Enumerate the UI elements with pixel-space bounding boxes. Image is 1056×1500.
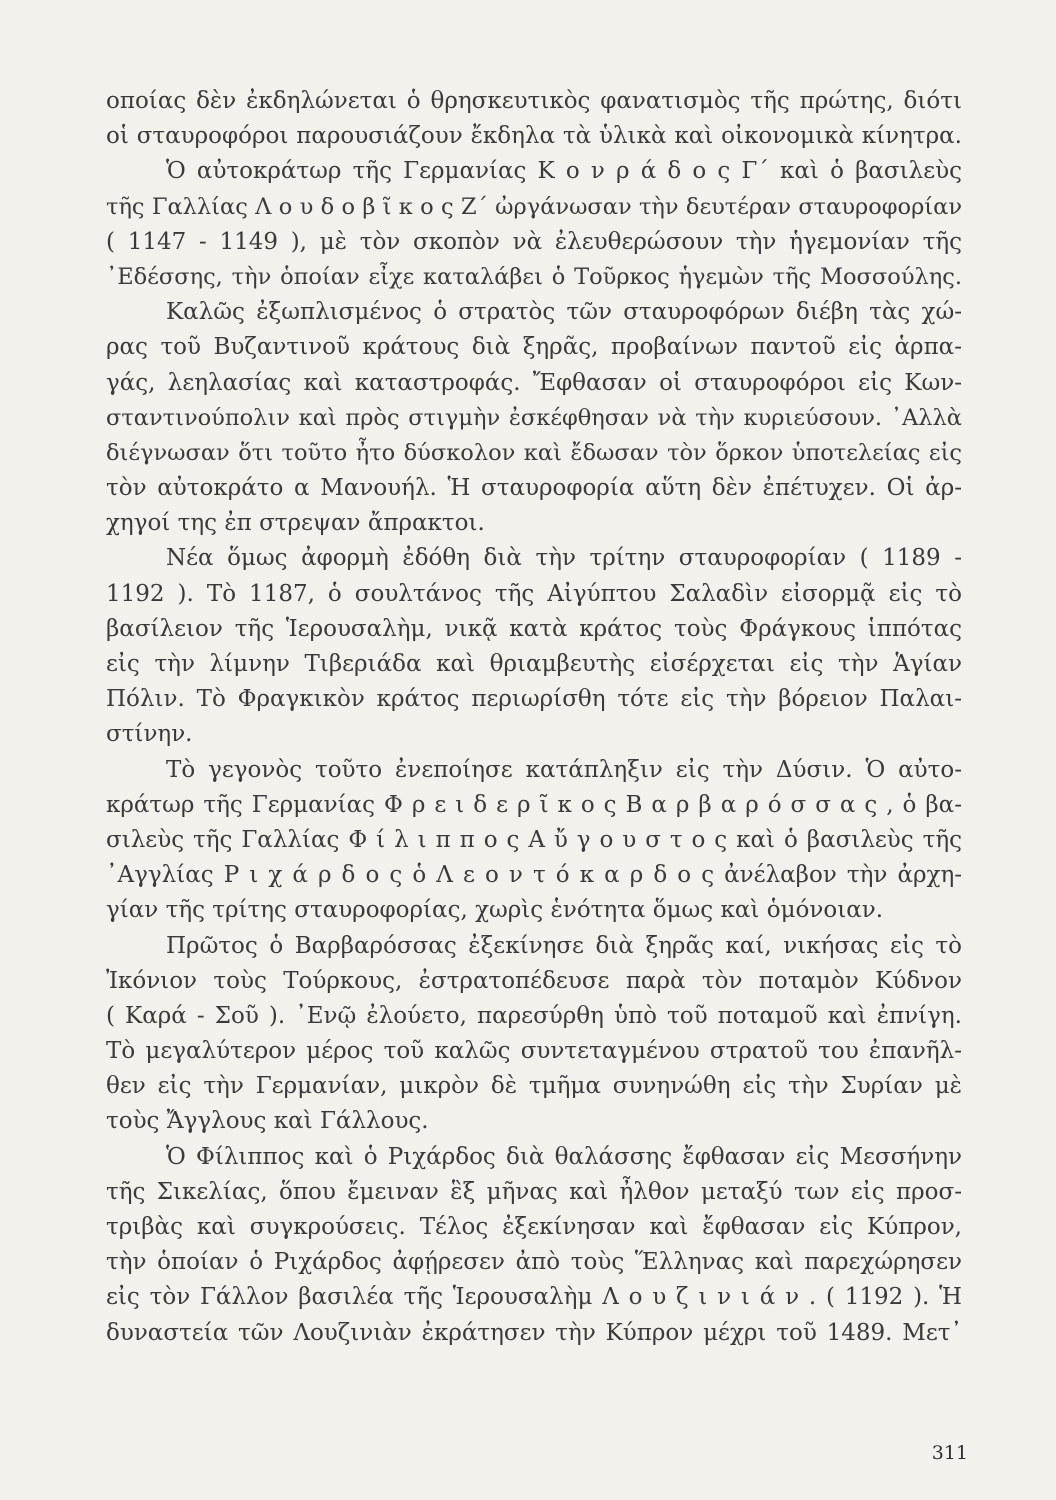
text-line: ᾿Αγγλίας Ρ ι χ ά ρ δ ο ς ὁ Λ ε ο ν τ ό κ α ρ δ ο ς ἀνέλαβον τὴν ἀρχη- xyxy=(106,862,962,889)
text-line: χηγοί της ἐπ ‍στρεψαν ἄπρακτοι. xyxy=(106,510,485,537)
text-line: τῆς Γαλλίας Λ ο υ δ ο β ῖ κ ο ς Ζ΄ ὠργάνωσαν τὴν δευτέραν σταυροφορίαν xyxy=(106,193,962,220)
text-line: Πόλιν. Τὸ Φραγκικὸν κράτος περιωρίσθη τότε εἰς τὴν βόρειον Παλαι- xyxy=(106,686,962,713)
text-line: ρας τοῦ Βυζαντινοῦ κράτους διὰ ξηρᾶς, προβαίνων παντοῦ εἰς ἁρπα- xyxy=(106,334,962,361)
body-text xyxy=(106,84,962,1351)
text-line: ( 1147 - 1149 ), μὲ τὸν σκοπὸν νὰ ἐλευθερώσουν τὴν ἡγεμονίαν τῆς xyxy=(106,228,962,255)
text-line: σιλεὺς τῆς Γαλλίας Φ ί λ ι π π ο ς Α ὔ γ ο υ σ τ ο ς καὶ ὁ βασιλεὺς τῆς xyxy=(106,826,962,853)
text-line: θεν εἰς τὴν Γερμανίαν, μικρὸν δὲ τμῆμα συνηνώθη εἰς τὴν Συρίαν μὲ xyxy=(106,1073,962,1100)
text-line: τῆς Σικελίας, ὅπου ἔμειναν ἓξ μῆνας καὶ ἦλθον μεταξύ των εἰς προσ- xyxy=(106,1178,962,1205)
text-line: Ἰκόνιον τοὺς Τούρκους, ἐστρατοπέδευσε παρὰ τὸν ποταμὸν Κύδνον xyxy=(106,967,962,994)
text-line: γάς, λεηλασίας καὶ καταστροφάς. Ἔφθασαν οἱ σταυροφόροι εἰς Κων- xyxy=(106,369,962,396)
text-line: οποίας δὲν ἐκδηλώνεται ὁ θρησκευτικὸς φανατισμὸς τῆς πρώτης, διότι xyxy=(106,88,962,114)
text-line: ᾿Εδέσσης, τὴν ὁποίαν εἶχε καταλάβει ὁ Τοῦρκος ἡγεμὼν τῆς Μοσσούλης. xyxy=(106,263,962,290)
text-line: βασίλειον τῆς Ἱερουσαλὴμ, νικᾷ κατὰ κράτος τοὺς Φράγκους ἱππότας xyxy=(106,615,962,642)
text-line: τὴν ὁποίαν ὁ Ριχάρδος ἀφῄρεσεν ἀπὸ τοὺς Ἕλληνας καὶ παρεχώρησεν xyxy=(106,1249,962,1276)
text-line: Ὁ αὐτοκράτωρ τῆς Γερμανίας Κ ο ν ρ ά δ ο ς Γ΄ καὶ ὁ βασιλεὺς xyxy=(166,158,962,185)
text-line: ( Καρά - Σοῦ ). ᾿Ενῷ ἐλούετο, παρεσύρθη ὑπὸ τοῦ ποταμοῦ καὶ ἐπνίγη. xyxy=(106,1002,962,1029)
text-line: Ὁ Φίλιππος καὶ ὁ Ριχάρδος διὰ θαλάσσης ἔφθασαν εἰς Μεσσήνην xyxy=(166,1143,962,1170)
text-line: διέγνωσαν ὅτι τοῦτο ἦτο δύσκολον καὶ ἔδωσαν τὸν ὅρκον ὑποτελείας εἰς xyxy=(106,439,962,466)
text-line: οἱ σταυροφόροι παρουσιάζουν ἔκδηλα τὰ ὑλικὰ καὶ οἰκονομικὰ κίνητρα. xyxy=(106,123,962,150)
text-line: δυναστεία τῶν Λουζινιὰν ἐκράτησεν τὴν Κύπρον μέχρι τοῦ 1489. Μετ᾿ xyxy=(106,1319,962,1346)
text-line: εἰς τὴν λίμνην Τιβεριάδα καὶ θριαμβευτὴς εἰσέρχεται εἰς τὴν Ἁγίαν xyxy=(106,651,962,677)
text-line: Πρῶτος ὁ Βαρβαρόσσας ἐξεκίνησε διὰ ξηρᾶς καί, νικήσας εἰς τὸ xyxy=(166,932,962,959)
text-line: Τὸ μεγαλύτερον μέρος τοῦ καλῶς συντεταγμένου στρατοῦ του ἐπανῆλ- xyxy=(106,1038,962,1065)
text-line: 1192 ). Τὸ 1187, ὁ σουλτάνος τῆς Αἰγύπτου Σαλαδὶν εἰσορμᾷ εἰς τὸ xyxy=(106,580,962,607)
text-line: γίαν τῆς τρίτης σταυροφορίας, χωρὶς ἑνότητα ὅμως καὶ ὁμόνοιαν. xyxy=(106,897,884,924)
text-line: Τὸ γεγονὸς τοῦτο ἐνεποίησε κατάπληξιν εἰς τὴν Δύσιν. Ὁ αὐτο- xyxy=(166,756,962,783)
text-line: Νέα ὅμως ἀφορμὴ ἐδόθη διὰ τὴν τρίτην σταυροφορίαν ( 1189 - xyxy=(166,545,962,572)
text-line: Καλῶς ἐξωπλισμένος ὁ στρατὸς τῶν σταυροφόρων διέβη τὰς χώ- xyxy=(166,299,962,326)
text-line: τοὺς Ἄγγλους καὶ Γάλλους. xyxy=(106,1108,429,1135)
text-line: τὸν αὐτοκράτο ‍α Μανουήλ. Ἡ σταυροφορία αὕτη δὲν ἐπέτυχεν. Οἱ ἀρ- xyxy=(106,475,962,502)
text-line: τριβὰς καὶ συγκρούσεις. Τέλος ἐξεκίνησαν καὶ ἔφθασαν εἰς Κύπρον, xyxy=(106,1214,962,1240)
text-line: εἰς τὸν Γάλλον βασιλέα τῆς Ἱερουσαλὴμ Λ ο υ ζ ι ν ι ά ν . ( 1192 ). Ἡ xyxy=(106,1284,962,1311)
page-number: 311 xyxy=(931,1442,968,1464)
text-line: κράτωρ τῆς Γερμανίας Φ ρ ε ι δ ε ρ ῖ κ ο ς Β α ρ β α ρ ό σ σ α ς , ὁ βα- xyxy=(106,791,962,818)
text-line: σταντινούπολιν καὶ πρὸς στιγμὴν ἐσκέφθησαν νὰ τὴν κυριεύσουν. ᾿Αλλὰ xyxy=(106,404,962,431)
text-line: στίνην. xyxy=(106,721,193,748)
